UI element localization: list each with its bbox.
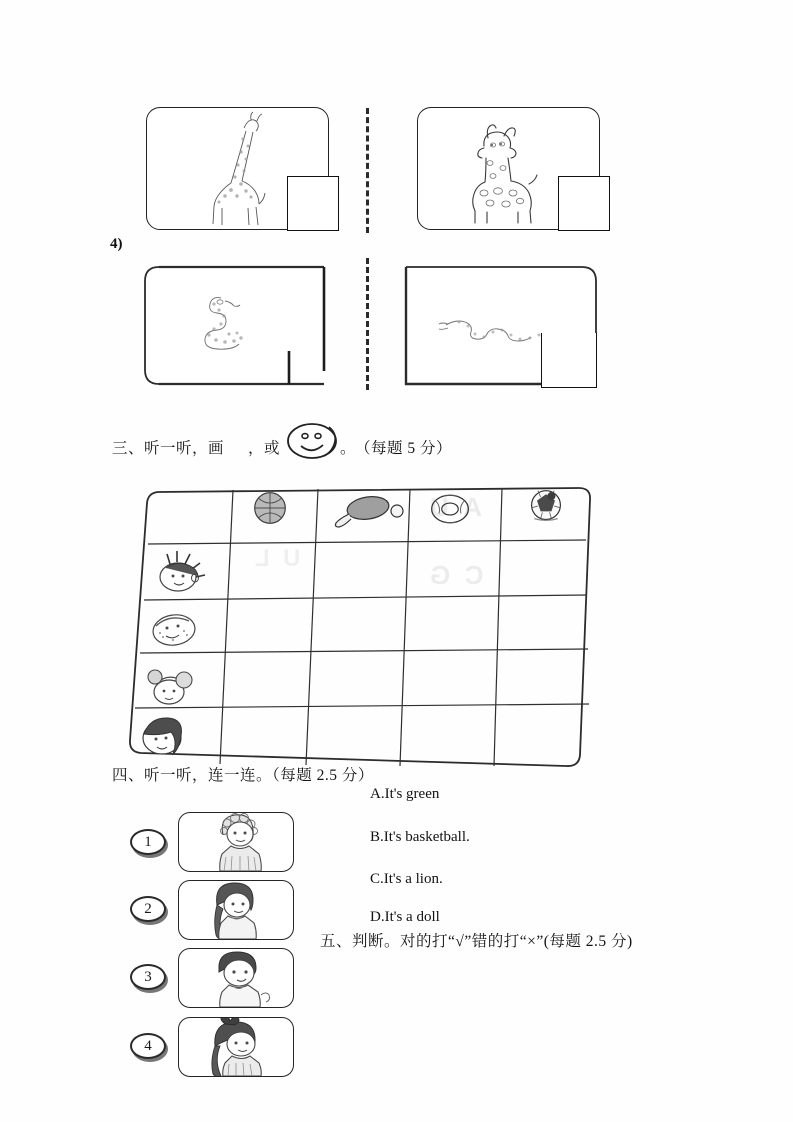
- section-three-heading-suffix: 。: [340, 440, 357, 457]
- match-number-bubble-2[interactable]: [130, 896, 166, 922]
- divider-dashed-giraffe-row: [366, 108, 369, 233]
- swim-ring-icon: [428, 491, 472, 527]
- option-a: A.It's green: [370, 786, 440, 802]
- bubble-label: 3: [144, 968, 152, 985]
- picture-panel-giraffe-left: [146, 107, 329, 230]
- bubble-label: 2: [144, 900, 152, 917]
- bleed-through-text: A U: [430, 492, 482, 522]
- face-girl-pigtails-icon: [142, 660, 200, 710]
- match-number-bubble-4[interactable]: [130, 1033, 166, 1059]
- face-girl-dark-hair-icon: [136, 714, 192, 762]
- portrait-box-1[interactable]: [178, 812, 294, 872]
- portrait-box-2[interactable]: [178, 880, 294, 940]
- bleed-through-text: C G: [430, 560, 484, 590]
- section-three-score-note: （每题 5 分）: [355, 440, 453, 457]
- picture-panel-snake-left: [141, 263, 327, 388]
- section-three-heading-middle: ，或: [248, 440, 281, 457]
- option-c: C.It's a lion.: [370, 871, 443, 887]
- picture-panel-snake-right: [404, 263, 600, 388]
- girl-long-dark-hair-icon: [179, 881, 293, 939]
- face-boy-freckles-icon: [146, 606, 204, 652]
- section-five-heading: 五、判断。对的打“√”错的打“×”(每题 2.5 分): [320, 933, 633, 950]
- section-three-heading-prefix: 三、听一听，画: [112, 440, 225, 457]
- football-icon: [524, 488, 568, 524]
- section-four-heading: 四、听一听，连一连。（每题 2.5 分）: [112, 767, 374, 784]
- bubble-label: 4: [144, 1037, 152, 1054]
- option-b: B.It's basketball.: [370, 829, 470, 845]
- girl-with-bow-icon: [179, 1018, 293, 1076]
- bleed-through-text: U L: [255, 545, 301, 572]
- answer-box-snake-right[interactable]: [541, 333, 597, 388]
- bubble-label: 1: [144, 833, 152, 850]
- girl-curly-hair-icon: [179, 813, 293, 871]
- boy-short-hair-icon: [179, 949, 293, 1007]
- divider-dashed-snake-row: [366, 258, 369, 390]
- portrait-box-3[interactable]: [178, 948, 294, 1008]
- answer-box-giraffe-left[interactable]: [287, 176, 339, 231]
- basketball-icon: [248, 490, 292, 526]
- listen-and-draw-grid[interactable]: [128, 478, 590, 760]
- match-number-bubble-3[interactable]: [130, 964, 166, 990]
- match-number-bubble-1[interactable]: [130, 829, 166, 855]
- option-d: D.It's a doll: [370, 909, 440, 925]
- question-number-4: 4): [110, 236, 123, 252]
- answer-box-giraffe-right[interactable]: [558, 176, 610, 231]
- table-tennis-icon: [331, 493, 407, 529]
- face-boy-spiky-hair-icon: [152, 550, 208, 598]
- smiley-face-icon: [285, 420, 341, 464]
- picture-panel-giraffe-right: [417, 107, 600, 230]
- portrait-box-4[interactable]: [178, 1017, 294, 1077]
